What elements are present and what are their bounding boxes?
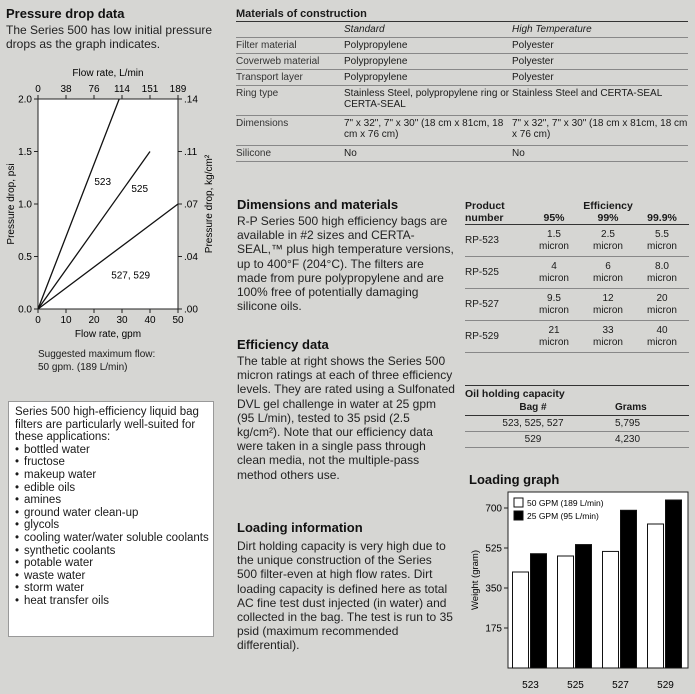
list-item: • synthetic coolants [15,545,213,558]
cell-high: Polyester [512,56,554,67]
row-label: Transport layer [236,72,303,83]
applications-list [15,444,213,608]
suggested-flow-note [38,348,155,374]
grams-cell: 4,230 [615,434,641,445]
list-item: • amines [15,494,213,507]
col-standard: Standard [344,24,385,35]
applications-intro: Series 500 high-efficiency liquid bag filters are particularly well-suited for these applications: [15,406,199,444]
legend-swatch [514,511,523,520]
value-cell: 8.0 [655,261,669,272]
y-tick-label: 0.0 [18,304,32,316]
cell-standard: 7" x 32", 7" x 30" (18 cm x 81cm, 18 cm x 76 cm) [344,118,504,140]
table-row [236,70,688,86]
row-label: Filter material [236,40,297,51]
product-cell: RP-527 [465,299,499,310]
x-tick-label: 529 [657,680,674,691]
top-tick-label: 0 [35,84,41,95]
value-cell: 4 [551,261,557,272]
cell-high: Polyester [512,72,554,83]
value-cell: 20 [656,293,668,304]
y-tick-label: 1.0 [18,199,32,211]
top-tick-label: 38 [60,84,72,95]
cell-standard: Polypropylene [344,40,408,51]
table-row [236,116,688,146]
product-cell: RP-525 [465,267,499,278]
bar [576,545,592,668]
top-tick-label: 189 [169,84,187,95]
x-tick-label: 523 [522,680,539,691]
unit-label: micron [646,241,677,252]
unit-label: micron [538,305,569,316]
table-row [236,54,688,70]
y-tick-label: 700 [485,503,502,515]
right-tick-label: .11 [184,147,198,158]
right-tick-label: .00 [184,304,198,316]
table-row [236,38,688,54]
right-tick-label: .07 [184,199,198,211]
loading-graph-chart [462,490,692,692]
row-label: Coverweb material [236,56,320,67]
unit-label: micron [538,273,569,284]
applications-box [8,401,214,637]
cell-standard: Stainless Steel, polypropylene ring or CERTA-SEAL [344,88,510,110]
col-high-temp: High Temperature [512,24,592,35]
unit-label: micron [646,305,677,316]
unit-label: micron [592,305,623,316]
row-label: Ring type [236,88,279,99]
note-line-2: 50 gpm. (189 L/min) [38,362,128,373]
value-cell: 21 [548,325,560,336]
series-label: 527, 529 [111,270,151,282]
loading-info-title: Loading information [237,520,363,535]
table-row [465,416,689,432]
legend-label: 25 GPM (95 L/min) [527,511,599,521]
product-cell: RP-529 [465,331,499,342]
bag-cell: 523, 525, 527 [502,418,564,429]
list-item: • heat transfer oils [15,595,213,608]
series-label: 525 [131,184,149,196]
loading-graph-title: Loading graph [469,472,560,487]
right-tick-label: .14 [184,94,198,106]
unit-label: micron [538,241,569,252]
cell-standard: Polypropylene [344,72,408,83]
list-item: • bottled water [15,444,213,457]
pressure-drop-title: Pressure drop data [6,6,125,21]
table-row [465,257,689,289]
top-tick-label: 76 [88,84,100,95]
dimensions-title: Dimensions and materials [237,197,399,212]
cell-standard: No [344,148,357,159]
y-tick-label: 350 [485,583,502,595]
row-label: Silicone [236,148,272,159]
legend-swatch [514,498,523,507]
y-tick-label: 0.5 [18,252,32,263]
value-cell: 6 [605,261,611,272]
value-cell: 33 [602,325,614,336]
header-grams: Grams [615,402,647,413]
product-cell: RP-523 [465,235,499,246]
row-label: Dimensions [236,118,289,129]
unit-label: micron [592,241,623,252]
table-header-row [465,400,689,416]
cell-high: Polyester [512,40,554,51]
efficiency-table [465,199,689,353]
right-axis-label: Pressure drop, kg/cm² [204,154,215,254]
unit-label: micron [646,337,677,348]
header-bag: Bag # [519,402,547,413]
top-axis-label: Flow rate, L/min [72,68,144,79]
header-col: 99.9% [647,212,677,224]
x-tick-label: 20 [88,315,100,326]
y-axis-label: Weight (gram) [470,549,481,611]
loading-info-text: Dirt holding capacity is very high due to the unique construction of the Series 500 filter-even at high flow rates. Dirt loading capacity is defined here as total AC fine test dust injected (in water) and collected in the bag. The test is run to 35 psid (maximum recommended differential). [237,539,453,653]
bar [603,551,619,668]
table-row [465,432,689,448]
legend-label: 50 GPM (189 L/min) [527,498,604,508]
bar [513,572,529,668]
cell-high: 7" x 32", 7" x 30" (18 cm x 81cm, 18 cm x 76 cm) [512,118,688,140]
right-tick-label: .04 [184,252,198,263]
cell-standard: Polypropylene [344,56,408,67]
bar [531,554,547,668]
header-col: 99% [597,212,619,224]
list-item: • ground water clean-up [15,507,213,520]
list-item: • cooling water/water soluble coolants [15,532,213,545]
x-tick-label: 50 [172,315,184,326]
header-efficiency: Efficiency [583,200,633,212]
oil-capacity-table [465,385,689,448]
x-tick-label: 30 [116,315,128,326]
unit-label: micron [538,337,569,348]
plot-area [38,99,178,309]
pressure-drop-chart [4,66,229,348]
x-tick-label: 527 [612,680,629,691]
top-tick-label: 114 [114,84,130,95]
y-tick-label: 525 [485,543,502,555]
y-tick-label: 1.5 [18,147,32,158]
header-product: Product [465,200,505,212]
bottom-axis-label: Flow rate, gpm [74,329,142,340]
grams-cell: 5,795 [615,418,641,429]
bar [621,510,637,668]
materials-title: Materials of construction [236,8,688,22]
value-cell: 40 [656,325,668,336]
oil-capacity-title: Oil holding capacity [465,388,565,400]
bag-cell: 529 [524,434,542,445]
series-label: 523 [94,176,112,188]
note-line-1: Suggested maximum flow: [38,349,156,360]
table-row [465,321,689,353]
materials-table [236,8,688,162]
dimensions-text: R-P Series 500 high efficiency bags are available in #2 sizes and CERTA-SEAL,™ plus high temperature versions, up to 400°F (204°C). The filters are made from pure polypropylene and are 100% free of potentially damaging silicone oils. [237,214,454,314]
list-item: • waste water [15,570,213,583]
y-tick-label: 2.0 [18,94,32,106]
unit-label: micron [592,337,623,348]
value-cell: 9.5 [547,293,561,304]
list-item: • makeup water [15,469,213,482]
value-cell: 2.5 [601,229,615,240]
value-cell: 5.5 [655,229,669,240]
table-header-row [236,22,688,38]
value-cell: 12 [602,293,614,304]
cell-high: Stainless Steel and CERTA-SEAL [512,88,663,99]
x-tick-label: 10 [60,315,72,326]
efficiency-title: Efficiency data [237,337,329,352]
header-col: 95% [543,212,565,224]
table-header-row [465,199,689,225]
x-tick-label: 525 [567,680,584,691]
bar [666,500,682,668]
table-row [236,146,688,162]
x-tick-label: 40 [144,315,156,326]
y-tick-label: 175 [485,623,502,635]
list-item: • potable water [15,557,213,570]
efficiency-text: The table at right shows the Series 500 micron ratings at each of three efficiency levels. They are rated using a Sulfonated DVL gel challenge in water at 25 gpm (95 L/min), tested to 35 psid (2.5 kg/cm²). Note that our efficiency data were taken in a single pass through clean media, not the multiple-pass method others use. [237,354,455,482]
left-axis-label: Pressure drop, psi [6,163,17,245]
list-item: • edible oils [15,482,213,495]
list-item: • glycols [15,519,213,532]
bar [648,524,664,668]
table-row [236,86,688,116]
list-item: • storm water [15,582,213,595]
cell-high: No [512,148,525,159]
pressure-drop-intro: The Series 500 has low initial pressure drops as the graph indicates. [6,23,213,52]
x-tick-label: 0 [35,315,41,326]
unit-label: micron [592,273,623,284]
unit-label: micron [646,273,677,284]
top-tick-label: 151 [141,84,159,95]
header-number: number [465,212,504,224]
table-row [465,289,689,321]
bar [558,556,574,668]
list-item: • fructose [15,456,213,469]
table-row [465,225,689,257]
value-cell: 1.5 [547,229,561,240]
